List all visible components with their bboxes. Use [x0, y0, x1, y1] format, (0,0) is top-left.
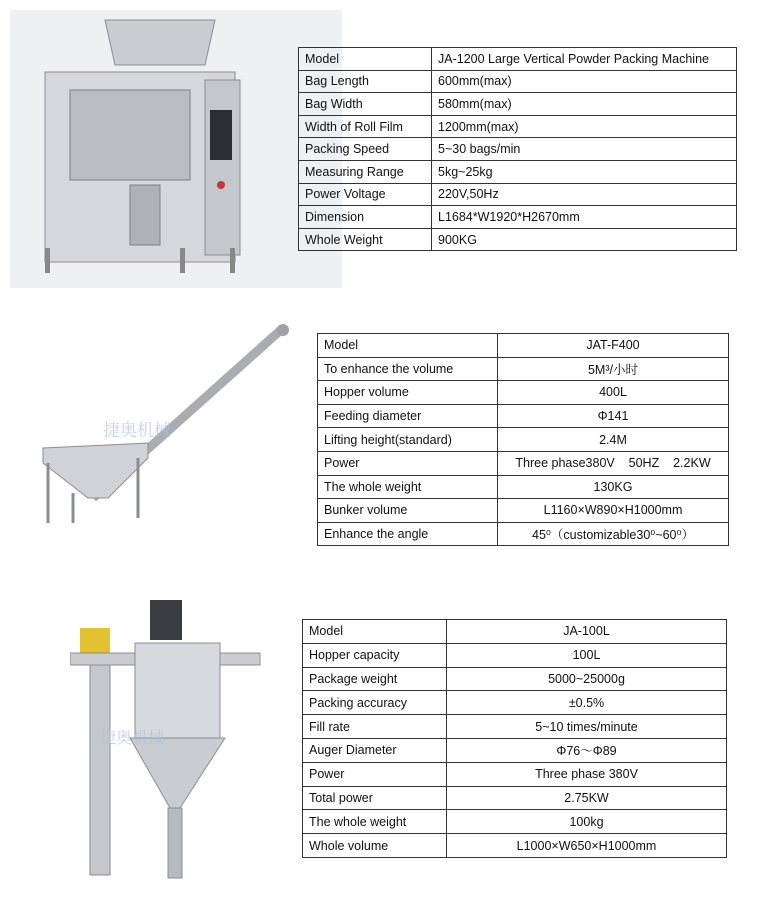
- spec-value: 130KG: [498, 475, 729, 499]
- spec-label: Whole volume: [303, 834, 447, 858]
- spec-row: [303, 786, 727, 810]
- auger-filler-image: [70, 598, 270, 883]
- spec-row: [318, 381, 729, 405]
- spec-label: Packing accuracy: [303, 691, 447, 715]
- spec-label: Power: [318, 451, 498, 475]
- spec-value: L1684*W1920*H2670mm: [432, 206, 737, 229]
- spec-row: [318, 404, 729, 428]
- spec-value: 2.4M: [498, 428, 729, 452]
- spec-row: [303, 810, 727, 834]
- spec-row: [303, 715, 727, 739]
- spec-label: The whole weight: [318, 475, 498, 499]
- spec-label: Enhance the angle: [318, 522, 498, 546]
- spec-row: [318, 334, 729, 358]
- spec-row: [318, 522, 729, 546]
- spec-value: JA-100L: [447, 620, 727, 644]
- spec-label: Lifting height(standard): [318, 428, 498, 452]
- spec-row: [299, 93, 737, 116]
- spec-row: [318, 357, 729, 381]
- spec-value: 2.75KW: [447, 786, 727, 810]
- spec-row: [299, 70, 737, 93]
- spec-value: JAT-F400: [498, 334, 729, 358]
- spec-label: Auger Diameter: [303, 738, 447, 762]
- spec-label: Power: [303, 762, 447, 786]
- spec-row: [299, 160, 737, 183]
- spec-label: Total power: [303, 786, 447, 810]
- spec-row: [299, 138, 737, 161]
- spec-row: [303, 620, 727, 644]
- spec-value: Three phase 380V: [447, 762, 727, 786]
- spec-label: Package weight: [303, 667, 447, 691]
- spec-value: L1000×W650×H1000mm: [447, 834, 727, 858]
- spec-value: 100L: [447, 643, 727, 667]
- spec-value: 900KG: [432, 228, 737, 251]
- spec-value: 5000~25000g: [447, 667, 727, 691]
- spec-label: The whole weight: [303, 810, 447, 834]
- spec-row: [299, 115, 737, 138]
- spec-table-ja-100l: [302, 619, 727, 858]
- watermark: 捷奥机械: [103, 421, 171, 441]
- spec-label: Hopper volume: [318, 381, 498, 405]
- spec-row: [299, 228, 737, 251]
- spec-label: Dimension: [299, 206, 432, 229]
- spec-value: 5kg~25kg: [432, 160, 737, 183]
- spec-label: Packing Speed: [299, 138, 432, 161]
- spec-row: [303, 691, 727, 715]
- spec-row: [318, 475, 729, 499]
- spec-row: [299, 183, 737, 206]
- spec-row: [303, 738, 727, 762]
- spec-label: Model: [299, 48, 432, 71]
- spec-row: [318, 499, 729, 523]
- spec-row: [303, 834, 727, 858]
- spec-label: Feeding diameter: [318, 404, 498, 428]
- spec-value: Φ76～Φ89: [447, 738, 727, 762]
- spec-row: [299, 48, 737, 71]
- spec-value: 45⁰（customizable30⁰~60⁰）: [498, 522, 729, 546]
- spec-row: [318, 451, 729, 475]
- spec-label: Fill rate: [303, 715, 447, 739]
- svg-text:捷奥机械: 捷奥机械: [100, 728, 165, 747]
- spec-label: Bunker volume: [318, 499, 498, 523]
- packing-machine-image: [10, 10, 342, 288]
- spec-value: ±0.5%: [447, 691, 727, 715]
- spec-label: Bag Length: [299, 70, 432, 93]
- screw-feeder-image: [38, 318, 293, 528]
- spec-label: Whole Weight: [299, 228, 432, 251]
- spec-row: [303, 643, 727, 667]
- spec-value: 580mm(max): [432, 93, 737, 116]
- spec-label: Width of Roll Film: [299, 115, 432, 138]
- spec-value: Three phase380V 50HZ 2.2KW: [498, 451, 729, 475]
- spec-value: 400L: [498, 381, 729, 405]
- spec-row: [299, 206, 737, 229]
- spec-value: 1200mm(max): [432, 115, 737, 138]
- spec-label: Power Voltage: [299, 183, 432, 206]
- spec-table-ja-1200: [298, 47, 737, 251]
- spec-value: 220V,50Hz: [432, 183, 737, 206]
- spec-value: 100kg: [447, 810, 727, 834]
- spec-label: Hopper capacity: [303, 643, 447, 667]
- spec-label: Model: [318, 334, 498, 358]
- spec-value: 600mm(max): [432, 70, 737, 93]
- spec-label: Bag Width: [299, 93, 432, 116]
- spec-label: Model: [303, 620, 447, 644]
- spec-value: Φ141: [498, 404, 729, 428]
- spec-value: 5M³/小时: [498, 357, 729, 381]
- spec-value: 5~30 bags/min: [432, 138, 737, 161]
- spec-value: 5~10 times/minute: [447, 715, 727, 739]
- spec-value: JA-1200 Large Vertical Powder Packing Machine: [432, 48, 737, 71]
- spec-label: Measuring Range: [299, 160, 432, 183]
- spec-row: [303, 667, 727, 691]
- spec-row: [318, 428, 729, 452]
- spec-value: L1160×W890×H1000mm: [498, 499, 729, 523]
- spec-table-jat-f400: [317, 333, 729, 546]
- spec-label: To enhance the volume: [318, 357, 498, 381]
- spec-row: [303, 762, 727, 786]
